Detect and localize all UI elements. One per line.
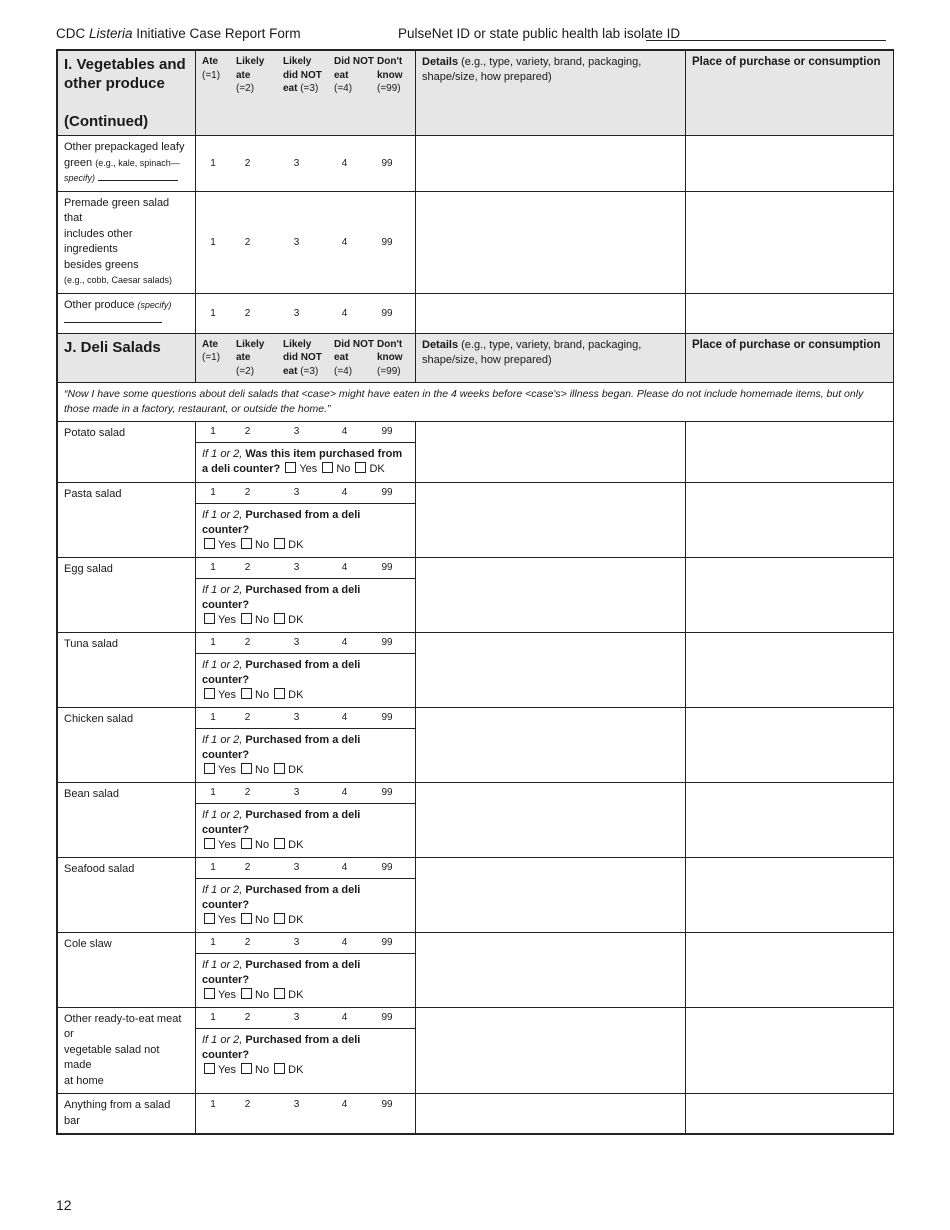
response-code[interactable]: 2 <box>244 637 251 648</box>
response-code[interactable]: 99 <box>381 787 393 798</box>
food-item: Other produce (specify) <box>58 293 196 333</box>
dk-checkbox[interactable] <box>274 913 285 924</box>
response-code[interactable]: 3 <box>293 937 300 948</box>
response-code[interactable]: 99 <box>381 236 393 248</box>
dk-checkbox[interactable] <box>355 462 366 473</box>
details-header: Details (e.g., type, variety, brand, packaging, shape/size, how prepared) <box>416 333 686 382</box>
deli-salad-item: Tuna salad <box>58 632 196 707</box>
place-cell[interactable] <box>686 857 894 932</box>
response-code[interactable]: 3 <box>293 307 300 319</box>
place-cell[interactable] <box>686 293 894 333</box>
details-cell[interactable] <box>416 293 686 333</box>
response-code[interactable]: 99 <box>381 157 393 169</box>
response-code[interactable]: 2 <box>244 787 251 798</box>
dk-checkbox[interactable] <box>274 763 285 774</box>
response-codes[interactable] <box>196 1008 415 1028</box>
no-checkbox[interactable] <box>241 1063 252 1074</box>
yes-checkbox[interactable] <box>204 913 215 924</box>
response-code[interactable]: 99 <box>381 307 393 319</box>
response-code[interactable]: 4 <box>341 862 348 873</box>
response-code[interactable]: 3 <box>293 862 300 873</box>
response-code[interactable]: 1 <box>210 1098 216 1110</box>
no-checkbox[interactable] <box>241 988 252 999</box>
response-code[interactable]: 4 <box>341 426 348 437</box>
place-cell[interactable] <box>686 421 894 482</box>
response-code[interactable]: 3 <box>293 1012 300 1023</box>
response-code[interactable]: 99 <box>381 637 393 648</box>
response-codes[interactable] <box>196 232 415 252</box>
deli-counter-question: If 1 or 2, Purchased from a deli counter? Yes No DK <box>196 1028 415 1082</box>
no-checkbox[interactable] <box>241 613 252 624</box>
page-number: 12 <box>56 1197 72 1213</box>
details-cell[interactable] <box>416 632 686 707</box>
isolate-id-label: PulseNet ID or state public health lab isolate ID <box>398 26 681 41</box>
response-codes[interactable] <box>196 933 415 953</box>
place-cell[interactable] <box>686 136 894 192</box>
response-code[interactable]: 1 <box>210 637 216 648</box>
response-code[interactable]: 1 <box>210 157 216 169</box>
response-code[interactable]: 99 <box>381 937 393 948</box>
response-code[interactable]: 4 <box>341 787 348 798</box>
response-codes[interactable] <box>196 783 415 803</box>
response-code[interactable]: 4 <box>341 236 348 248</box>
deli-salad-item: Anything from a salad bar <box>58 1094 196 1134</box>
details-cell[interactable] <box>416 1007 686 1094</box>
case-report-form <box>56 49 894 1135</box>
food-item: Other prepackaged leafy green (e.g., kale, spinach— specify) <box>58 136 196 192</box>
dk-checkbox[interactable] <box>274 838 285 849</box>
response-code[interactable]: 2 <box>244 1012 251 1023</box>
response-code[interactable]: 4 <box>341 157 348 169</box>
response-code[interactable]: 2 <box>244 937 251 948</box>
response-code[interactable]: 99 <box>381 1012 393 1023</box>
no-checkbox[interactable] <box>241 838 252 849</box>
response-code[interactable]: 1 <box>210 487 216 498</box>
response-code[interactable]: 2 <box>244 157 251 169</box>
response-code[interactable]: 99 <box>381 1098 393 1110</box>
place-header: Place of purchase or consumption <box>686 333 894 382</box>
page-header <box>56 24 894 42</box>
no-checkbox[interactable] <box>322 462 333 473</box>
place-cell[interactable] <box>686 557 894 632</box>
deli-salad-item: Bean salad <box>58 782 196 857</box>
response-code[interactable]: 1 <box>210 862 216 873</box>
place-cell[interactable] <box>686 191 894 293</box>
isolate-id-field[interactable] <box>646 40 886 41</box>
response-code[interactable]: 4 <box>341 307 348 319</box>
response-code[interactable]: 99 <box>381 426 393 437</box>
response-codes[interactable] <box>196 303 415 323</box>
response-code[interactable]: 2 <box>244 236 251 248</box>
yes-checkbox[interactable] <box>204 838 215 849</box>
response-code[interactable]: 3 <box>293 562 300 573</box>
response-code[interactable]: 1 <box>210 712 216 723</box>
place-cell[interactable] <box>686 782 894 857</box>
deli-salad-item: Cole slaw <box>58 932 196 1007</box>
response-code[interactable]: 4 <box>341 1098 348 1110</box>
deli-counter-question: If 1 or 2, Purchased from a deli counter? Yes No DK <box>196 878 415 932</box>
yes-checkbox[interactable] <box>204 988 215 999</box>
response-codes[interactable] <box>196 422 415 442</box>
deli-counter-question: If 1 or 2, Was this item purchased from a deli counter? Yes No DK <box>196 442 415 481</box>
section-j-title: J. Deli Salads <box>58 333 196 382</box>
deli-salad-item: Chicken salad <box>58 707 196 782</box>
yes-checkbox[interactable] <box>204 1063 215 1074</box>
details-cell[interactable] <box>416 932 686 1007</box>
response-codes[interactable] <box>196 1094 415 1114</box>
response-code[interactable]: 3 <box>293 712 300 723</box>
no-checkbox[interactable] <box>241 763 252 774</box>
details-cell[interactable] <box>416 557 686 632</box>
response-code[interactable]: 99 <box>381 862 393 873</box>
response-code[interactable]: 99 <box>381 712 393 723</box>
response-code[interactable]: 4 <box>341 712 348 723</box>
dk-checkbox[interactable] <box>274 1063 285 1074</box>
response-code[interactable]: 4 <box>341 562 348 573</box>
deli-counter-question: If 1 or 2, Purchased from a deli counter? Yes No DK <box>196 653 415 707</box>
details-cell[interactable] <box>416 421 686 482</box>
response-code[interactable]: 3 <box>293 426 300 437</box>
response-code[interactable]: 1 <box>210 562 216 573</box>
response-codes[interactable] <box>196 153 415 173</box>
details-cell[interactable] <box>416 782 686 857</box>
details-header: Details (e.g., type, variety, brand, packaging, shape/size, how prepared) <box>416 51 686 136</box>
deli-salad-item: Seafood salad <box>58 857 196 932</box>
response-code[interactable]: 2 <box>244 1098 251 1110</box>
dk-checkbox[interactable] <box>274 538 285 549</box>
place-cell[interactable] <box>686 632 894 707</box>
details-cell[interactable] <box>416 1094 686 1134</box>
form-title: CDC Listeria Initiative Case Report Form <box>56 26 301 41</box>
response-code[interactable]: 1 <box>210 937 216 948</box>
response-codes[interactable] <box>196 858 415 878</box>
response-code[interactable]: 4 <box>341 1012 348 1023</box>
details-cell[interactable] <box>416 707 686 782</box>
response-code[interactable]: 2 <box>244 426 251 437</box>
response-codes[interactable] <box>196 708 415 728</box>
response-code[interactable]: 1 <box>210 1012 216 1023</box>
response-code[interactable]: 3 <box>293 236 300 248</box>
details-cell[interactable] <box>416 857 686 932</box>
response-code[interactable]: 2 <box>244 487 251 498</box>
dk-checkbox[interactable] <box>274 988 285 999</box>
section-i-title: I. Vegetables and other produce (Continued) <box>58 51 196 136</box>
place-cell[interactable] <box>686 482 894 557</box>
place-cell[interactable] <box>686 707 894 782</box>
response-code[interactable]: 2 <box>244 862 251 873</box>
response-code[interactable]: 3 <box>293 1098 300 1110</box>
no-checkbox[interactable] <box>241 913 252 924</box>
yes-checkbox[interactable] <box>204 538 215 549</box>
details-cell[interactable] <box>416 136 686 192</box>
response-code[interactable]: 4 <box>341 937 348 948</box>
response-code[interactable]: 99 <box>381 487 393 498</box>
place-cell[interactable] <box>686 1007 894 1094</box>
deli-salad-item: Egg salad <box>58 557 196 632</box>
response-headers: Ate (=1) Likely ate (=2) Likely did NOT eat (=3) Did NOT eat (=4) Don't know (=99) <box>202 56 403 94</box>
response-code[interactable]: 2 <box>244 307 251 319</box>
response-codes[interactable] <box>196 483 415 503</box>
details-cell[interactable] <box>416 191 686 293</box>
deli-counter-question: If 1 or 2, Purchased from a deli counter? Yes No DK <box>196 953 415 1007</box>
food-item: Premade green salad that includes other ingredients besides greens (e.g., cobb, Caesar salads) <box>58 191 196 293</box>
deli-counter-question: If 1 or 2, Purchased from a deli counter? Yes No DK <box>196 728 415 782</box>
details-cell[interactable] <box>416 482 686 557</box>
dk-checkbox[interactable] <box>274 688 285 699</box>
response-code[interactable]: 3 <box>293 157 300 169</box>
deli-counter-question: If 1 or 2, Purchased from a deli counter? Yes No DK <box>196 503 415 557</box>
deli-salad-item: Pasta salad <box>58 482 196 557</box>
yes-checkbox[interactable] <box>204 688 215 699</box>
response-code[interactable]: 1 <box>210 307 216 319</box>
response-code[interactable]: 2 <box>244 562 251 573</box>
response-code[interactable]: 1 <box>210 787 216 798</box>
response-code[interactable]: 3 <box>293 787 300 798</box>
place-cell[interactable] <box>686 1094 894 1134</box>
response-code[interactable]: 3 <box>293 487 300 498</box>
place-cell[interactable] <box>686 932 894 1007</box>
response-code[interactable]: 4 <box>341 487 348 498</box>
response-code[interactable]: 1 <box>210 236 216 248</box>
deli-salad-item: Other ready-to-eat meat or vegetable salad not made at home <box>58 1007 196 1094</box>
response-codes[interactable] <box>196 633 415 653</box>
deli-counter-question: If 1 or 2, Purchased from a deli counter? Yes No DK <box>196 578 415 632</box>
interviewer-script: “Now I have some questions about deli salads that <case> might have eaten in the 4 weeks before <case's> illness began. Please do not include homemade items, but only those made in a factory, restaurant, or outside the home.” <box>58 382 894 421</box>
response-code[interactable]: 1 <box>210 426 216 437</box>
response-codes[interactable] <box>196 558 415 578</box>
response-code[interactable]: 99 <box>381 562 393 573</box>
deli-counter-question: If 1 or 2, Purchased from a deli counter? Yes No DK <box>196 803 415 857</box>
yes-checkbox[interactable] <box>204 763 215 774</box>
no-checkbox[interactable] <box>241 538 252 549</box>
no-checkbox[interactable] <box>241 688 252 699</box>
response-headers: Ate (=1) Likely ate (=2) Likely did NOT eat (=3) Did NOT eat (=4) Don't know (=99) <box>202 338 403 377</box>
response-code[interactable]: 4 <box>341 637 348 648</box>
deli-salad-item: Potato salad <box>58 421 196 482</box>
place-header: Place of purchase or consumption <box>686 51 894 136</box>
yes-checkbox[interactable] <box>285 462 296 473</box>
response-code[interactable]: 2 <box>244 712 251 723</box>
dk-checkbox[interactable] <box>274 613 285 624</box>
response-code[interactable]: 3 <box>293 637 300 648</box>
yes-checkbox[interactable] <box>204 613 215 624</box>
